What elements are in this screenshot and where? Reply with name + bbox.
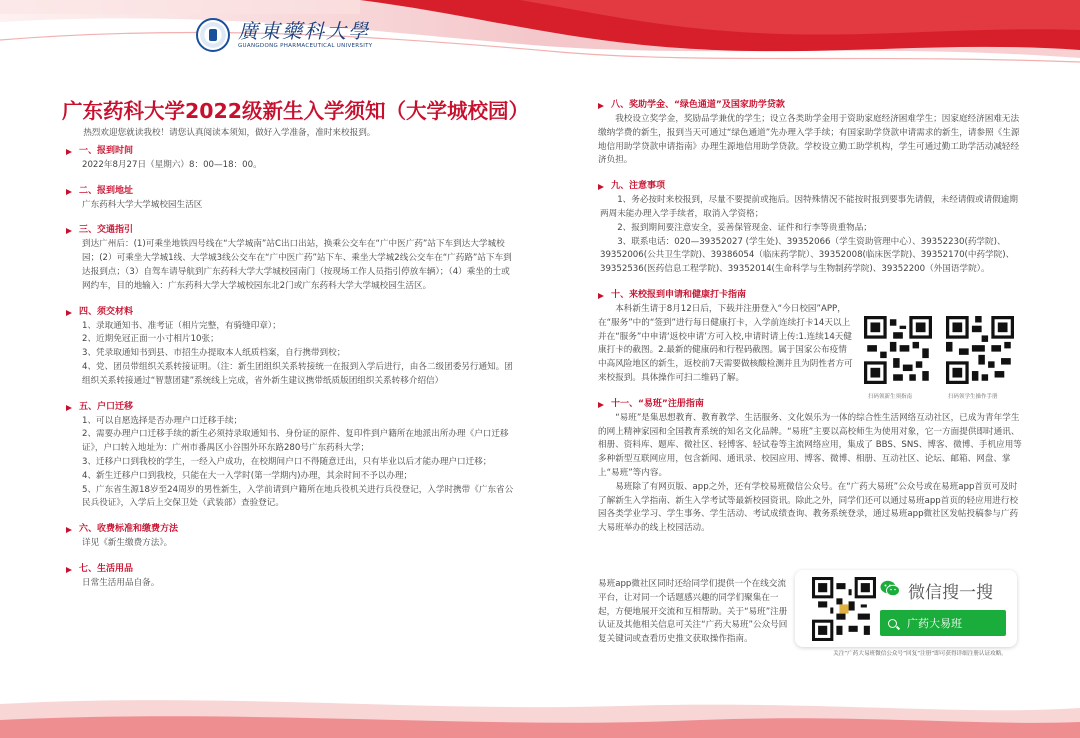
section-body: 易班除了有网页版、app之外，还有学校易班微信公众号。在“广药大易班”公众号或在易班app首页可及时了解新生入学指南、新生入学考试等最新校园资讯。除此之外，同学们还可以通过易班app首页的轻应用进行校园各类学业学习、学生事务、学生活动、考试成绩查询、教务系统登录，通过易班app微社区发帖投稿参与广药大易班举办的线上校园活动。 [598, 481, 1019, 534]
triangle-bullet-icon [598, 103, 604, 109]
section-heading: 三、交通指引 [66, 224, 518, 238]
wechat-account-name: 广药大易班 [907, 617, 962, 630]
section-heading: 八、奖助学金、“绿色通道”及国家助学贷款 [598, 99, 1022, 113]
wechat-note: 关注“广药大易班微信公众号”回复“注册”即可获得详细注册认证攻略。 [833, 651, 1007, 657]
section-body: 广东药科大学大学城校园生活区 [82, 199, 203, 210]
list-item: 1、可以自愿选择是否办理户口迁移手续； [82, 415, 243, 426]
page-title: 广东药科大学2022级新生入学须知（大学城校园） [62, 99, 530, 123]
section-body: 详见《新生缴费方法》。 [82, 538, 173, 549]
university-logo [196, 18, 372, 52]
section-heading: 十、来校报到申请和健康打卡指南 [598, 289, 1022, 303]
section-body: 到达广州后：(1)可乘坐地铁四号线在“大学城南”站C出口出站，换乘公交车在“广中医广药”站下车到达大学城校园；(2）可乘坐大学城1线、大学城3线公交车在“广中医广药”站下车、乘坐大学城2线公交车在“广药路”站下车到达报到点；（3）自驾车请导航到广东药科大学大学城校园南门（按现场工作人员指引停放车辆）；（4）乘坐的士或网约车，目的地输入：广东药科大学大学城校园东北2门或广东药科大学大学城校园生活区。 [82, 239, 512, 291]
list-item: 1、录取通知书、准考证（相片完整，有骑缝印章）； [82, 320, 281, 331]
list-item: 5、广东省生源18岁至24周岁的男性新生，入学前请到户籍所在地兵役机关进行兵役登记，入学时携带《广东省公民兵役证》，入学后上交保卫处（武装部）查验登记。 [82, 484, 514, 509]
list-item: 4、党、团员带组织关系转接证明。（注：新生团组织关系转接统一在报到入学后进行，由各二级团委另行通知。团组织关系转接通过“智慧团建”系统线上完成，省外新生建议携带纸质版团组织关系转移介绍信） [82, 361, 513, 386]
list-item: 3、凭录取通知书到县、市招生办提取本人纸质档案，自行携带到校； [82, 348, 346, 359]
wechat-icon [880, 580, 900, 597]
section-body: 我校设立奖学金，奖励品学兼优的学生；设立各类助学金用于资助家庭经济困难学生；因家庭经济困难无法缴纳学费的新生，报到当天可通过“绿色通道”先办理入学手续；有国家助学贷款申请需求的新生，请参照《生源地信用助学贷款申请指南》办理生源地信用助学贷款。学校设立勤工助学机构，学生可通过勤工助学活动减轻经济负担。 [598, 114, 1020, 166]
triangle-bullet-icon [598, 402, 604, 408]
qr-caption: 扫码领新生须指南 [868, 394, 913, 400]
triangle-bullet-icon [66, 149, 72, 155]
section-heading: 二、报到地址 [66, 185, 518, 199]
section-body: 易班app微社区同时还给同学们提供一个在线交流平台，让对同一个话题感兴趣的同学们聚集在一起，方便地展开交流和互相帮助。关于“易班”注册认证及其他相关信息可关注“广药大易班”公众号回复关键词或查看历史推文获取操作指南。 [598, 579, 788, 645]
university-seal-icon [196, 18, 230, 52]
list-item: 3、联系电话：020—39352027 (学生处)、39352066（学生资助管理中心）、39352230(药学院)、39352006(公共卫生学院)、39386054（临床药学院）、39352008(临床医学院)、39352170(中药学院)、39352536(医药信息工程学院)、39352014(生命科学与生物制药学院)、39352200（外国语学院）。 [600, 236, 1015, 275]
section-heading: 五、户口迁移 [66, 401, 518, 415]
section-heading: 六、收费标准和缴费方法 [66, 523, 518, 537]
section-body: 2022年8月27日（星期六）8：00—18：00。 [82, 159, 262, 170]
wechat-search-bar[interactable] [880, 610, 1006, 636]
list-item: 3、迁移户口到我校的学生，一经入户成功，在校期间户口不得随意迁出，只有毕业以后才能办理户口迁移； [82, 456, 492, 467]
section-body: 日常生活用品自备。 [82, 577, 160, 588]
triangle-bullet-icon [66, 567, 72, 573]
qr-code-icon[interactable] [864, 316, 932, 384]
logo-chinese-name: 廣東藥科大學 [238, 19, 370, 43]
section-heading: 一、报到时间 [66, 145, 518, 159]
list-item: 4、新生迁移户口到我校，只能在大一入学时(第一学期内)办理，其余时间不予以办理； [82, 470, 413, 481]
top-decorative-band [0, 0, 1080, 90]
section-heading: 七、生活用品 [66, 563, 518, 577]
search-icon [888, 619, 897, 628]
triangle-bullet-icon [66, 189, 72, 195]
logo-english-name: GUANGDONG PHARMACEUTICAL UNIVERSITY [238, 43, 373, 49]
triangle-bullet-icon [598, 184, 604, 190]
section-heading: 十一、“易班”注册指南 [598, 398, 1022, 412]
triangle-bullet-icon [66, 310, 72, 316]
triangle-bullet-icon [66, 228, 72, 234]
triangle-bullet-icon [598, 293, 604, 299]
bottom-decorative-band [0, 690, 1080, 738]
section-body: 本科新生请于8月12日后，下载并注册登入“今日校园”APP，在“服务”中的“签到”进行每日健康打卡，入学前连续打卡14天以上并在“服务”中申请‘返校申请’方可入校,申请时请上传:1.连续14天健康打卡的截图。2.最新的健康码和行程码截图。属于国家公布疫情中高风险地区的新生，返校前7天需要做核酸检测并且为阴性者方可来校报到。具体操作可扫二维码了解。 [598, 303, 853, 383]
qr-caption: 扫码领学生操作手册 [948, 394, 998, 400]
section-heading: 四、须交材料 [66, 306, 518, 320]
section-heading: 九、注意事项 [598, 180, 1022, 194]
intro-text: 热烈欢迎您就读我校！请您认真阅读本须知，做好入学准备，准时来校报到。 [83, 128, 376, 138]
triangle-bullet-icon [66, 527, 72, 533]
triangle-bullet-icon [66, 405, 72, 411]
list-item: 2、报到期间要注意安全，妥善保管现金、证件和行李等贵重物品； [617, 222, 872, 233]
section-body: “易班”是集思想教育、教育教学、生活服务、文化娱乐为一体的综合性生活网络互动社区，已成为青年学生的网上精神家园和全国教育系统的知名文化品牌。“易班”主要以高校师生为使用对象，它一方面提供即时通讯、相册、资料库、题库、微社区、轻博客、轻试卷等主流网络应用，集成了 BBS、SNS、博客、微博、手机应用等多种新型互联网应用，包含新闻、通讯录、校园应用、博客、微博、相册、互动社区、论坛、邮箱、网盘、掌上“易班”等内容。 [598, 412, 1022, 478]
qr-code-icon[interactable] [812, 577, 876, 641]
list-item: 2、需要办理户口迁移手续的新生必须持录取通知书、身份证的原件、复印件到户籍所在地派出所办理《户口迁移证》，户口转入地址为：广州市番禺区小谷围外环东路280号广东药科大学； [82, 429, 509, 454]
qr-code-icon[interactable] [946, 316, 1014, 384]
list-item: 2、近期免冠正面一小寸相片10张； [82, 334, 219, 345]
wechat-search-label: 微信搜一搜 [908, 583, 993, 603]
left-column [66, 127, 518, 591]
list-item: 1、务必按时来校报到，尽量不要提前或拖后。因特殊情况不能按时报到要事先请假，未经请假或请假逾期两周未能办理入学手续者，取消入学资格； [600, 195, 1018, 219]
